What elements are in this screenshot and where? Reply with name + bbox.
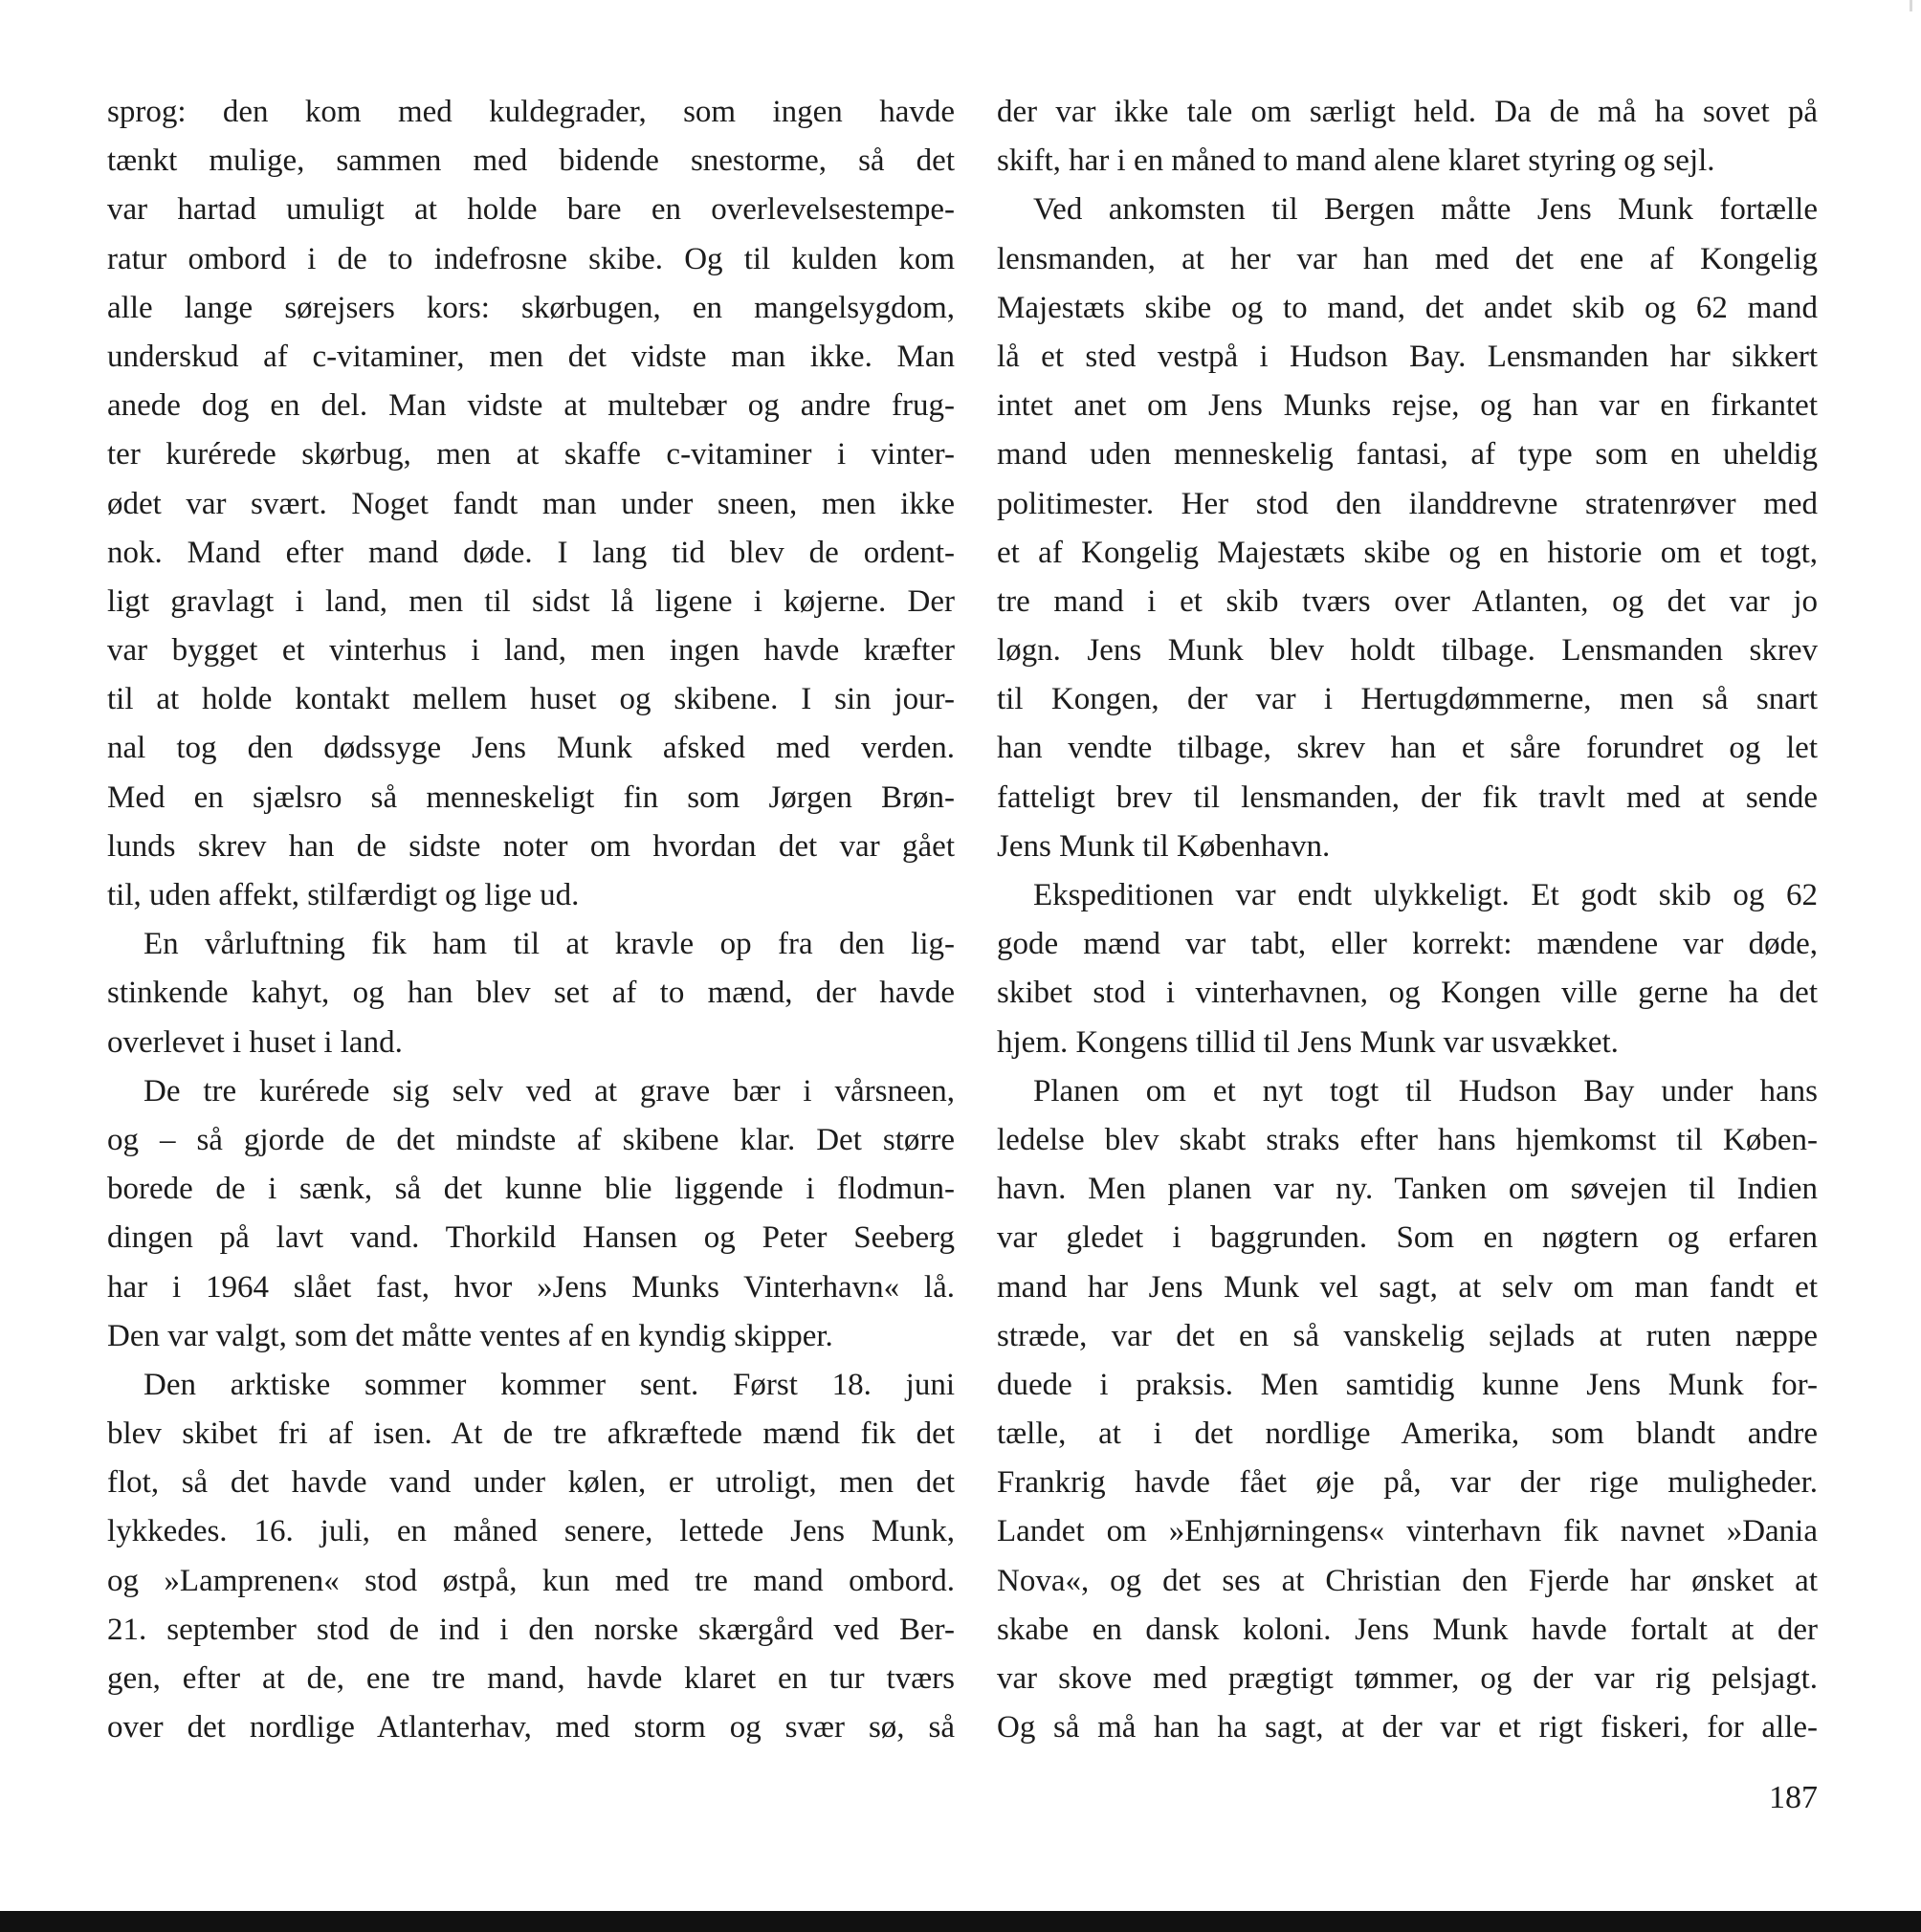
text-line: borede de i sænk, så det kunne blie liggende i flodmun- xyxy=(107,1172,955,1207)
text-line: intet anet om Jens Munks rejse, og han var en firkantet xyxy=(997,388,1818,424)
text-line: til Kongen, der var i Hertugdømmerne, men så snart xyxy=(997,682,1818,717)
text-line: flot, så det havde vand under kølen, er utroligt, men det xyxy=(107,1465,955,1501)
text-line: skibet stod i vinterhavnen, og Kongen ville gerne ha det xyxy=(997,976,1818,1011)
text-line: lensmanden, at her var han med det ene af Kongelig xyxy=(997,241,1818,276)
text-line: tre mand i et skib tværs over Atlanten, og det var jo xyxy=(997,583,1818,619)
text-line: Den var valgt, som det måtte ventes af en kyndig skipper. xyxy=(107,1318,833,1353)
text-line: ter kurérede skørbug, men at skaffe c-vitaminer i vinter- xyxy=(107,437,955,472)
text-line: hjem. Kongens tillid til Jens Munk var usvækket. xyxy=(997,1024,1619,1060)
text-line: ødet var svært. Noget fandt man under sneen, men ikke xyxy=(107,486,955,521)
text-line: til at holde kontakt mellem huset og skibene. I sin jour- xyxy=(107,682,955,717)
text-line: nok. Mand efter mand døde. I lang tid blev de ordent- xyxy=(107,535,955,570)
text-line: et af Kongelig Majestæts skibe og en historie om et togt, xyxy=(997,535,1818,570)
text-line: Landet om »Enhjørningens« vinterhavn fik navnet »Dania xyxy=(997,1514,1818,1549)
text-line: og »Lamprenen« stod østpå, kun med tre mand ombord. xyxy=(107,1563,955,1598)
text-line: til, uden affekt, stilfærdigt og lige ud. xyxy=(107,878,580,912)
text-line: stinkende kahyt, og han blev set af to mænd, der havde xyxy=(107,976,955,1011)
text-line: Planen om et nyt togt til Hudson Bay under hans xyxy=(1033,1073,1818,1109)
scan-bottom-edge xyxy=(0,1911,1921,1932)
text-line: underskud af c-vitaminer, men det vidste man ikke. Man xyxy=(107,339,955,374)
text-line: mand uden menneskelig fantasi, af type som en uheldig xyxy=(997,437,1818,472)
text-line: har i 1964 slået fast, hvor »Jens Munks Vinterhavn« lå. xyxy=(107,1269,955,1305)
text-line: tælle, at i det nordlige Amerika, som blandt andre xyxy=(997,1416,1818,1452)
text-line: politimester. Her stod den ilanddrevne stratenrøver med xyxy=(997,486,1818,521)
text-line: anede dog en del. Man vidste at multebær og andre frug- xyxy=(107,388,955,424)
text-line: Og så må han ha sagt, at der var et rigt fiskeri, for alle- xyxy=(997,1710,1818,1745)
text-line: nal tog den dødssyge Jens Munk afsked med verden. xyxy=(107,731,955,766)
text-line: var bygget et vinterhus i land, men ingen havde kræfter xyxy=(107,633,955,669)
text-line: over det nordlige Atlanterhav, med storm og svær sø, så xyxy=(107,1710,955,1745)
text-line: Jens Munk til København. xyxy=(997,828,1331,864)
text-line: skift, har i en måned to mand alene klaret styring og sejl. xyxy=(997,143,1715,179)
text-line: blev skibet fri af isen. At de tre afkræftede mænd fik det xyxy=(107,1416,955,1452)
text-line: var skove med prægtigt tømmer, og der var rig pelsjagt. xyxy=(997,1661,1818,1696)
text-line: og – så gjorde de det mindste af skibene klar. Det større xyxy=(107,1122,955,1157)
text-line: skabe en dansk koloni. Jens Munk havde fortalt at der xyxy=(997,1612,1818,1647)
text-line: Frankrig havde fået øje på, var der rige muligheder. xyxy=(997,1465,1818,1501)
text-line: En vårluftning fik ham til at kravle op fra den lig- xyxy=(144,927,955,962)
text-line: lunds skrev han de sidste noter om hvordan det var gået xyxy=(107,828,955,864)
text-line: lå et sted vestpå i Hudson Bay. Lensmanden har sikkert xyxy=(997,339,1818,374)
text-line: fatteligt brev til lensmanden, der fik travlt med at sende xyxy=(997,779,1818,815)
text-line: Ved ankomsten til Bergen måtte Jens Munk fortælle xyxy=(1033,192,1818,228)
text-line: der var ikke tale om særligt held. Da de må ha sovet på xyxy=(997,95,1818,129)
right-text-column xyxy=(997,88,1818,1752)
text-line: var gledet i baggrunden. Som en nøgtern og erfaren xyxy=(997,1220,1818,1256)
text-line: Nova«, og det ses at Christian den Fjerde har ønsket at xyxy=(997,1563,1818,1598)
page-number: 187 xyxy=(1769,1780,1818,1815)
text-line: tænkt mulige, sammen med bidende snestorme, så det xyxy=(107,143,955,179)
text-line: han vendte tilbage, skrev han et såre forundret og let xyxy=(997,731,1818,766)
text-line: duede i praksis. Men samtidig kunne Jens Munk for- xyxy=(997,1367,1818,1402)
text-line: gen, efter at de, ene tre mand, havde klaret en tur tværs xyxy=(107,1661,955,1696)
text-line: alle lange sørejsers kors: skørbugen, en mangelsygdom, xyxy=(107,290,955,325)
text-line: Med en sjælsro så menneskeligt fin som Jørgen Brøn- xyxy=(107,779,955,815)
left-text-column xyxy=(107,88,955,1752)
scan-edge-mark xyxy=(1910,0,1912,11)
text-line: lykkedes. 16. juli, en måned senere, lettede Jens Munk, xyxy=(107,1514,955,1549)
text-line: havn. Men planen var ny. Tanken om søvejen til Indien xyxy=(997,1172,1818,1207)
text-line: stræde, var det en så vanskelig sejlads at ruten næppe xyxy=(997,1318,1818,1353)
text-line: løgn. Jens Munk blev holdt tilbage. Lensmanden skrev xyxy=(997,633,1818,669)
text-line: De tre kurérede sig selv ved at grave bær i vårsneen, xyxy=(144,1073,955,1109)
text-line: mand har Jens Munk vel sagt, at selv om man fandt et xyxy=(997,1269,1818,1305)
text-line: Majestæts skibe og to mand, det andet skib og 62 mand xyxy=(997,290,1818,325)
text-line: overlevet i huset i land. xyxy=(107,1024,403,1060)
text-line: ratur ombord i de to indefrosne skibe. Og til kulden kom xyxy=(107,241,955,276)
text-line: sprog: den kom med kuldegrader, som ingen havde xyxy=(107,95,955,129)
text-line: dingen på lavt vand. Thorkild Hansen og Peter Seeberg xyxy=(107,1220,955,1256)
text-line: var hartad umuligt at holde bare en overlevelsestempe- xyxy=(107,192,955,228)
text-line: Den arktiske sommer kommer sent. Først 18. juni xyxy=(144,1367,955,1402)
text-line: gode mænd var tabt, eller korrekt: mændene var døde, xyxy=(997,927,1818,962)
text-line: 21. september stod de ind i den norske skærgård ved Ber- xyxy=(107,1612,955,1647)
text-line: Ekspeditionen var endt ulykkeligt. Et godt skib og 62 xyxy=(1033,878,1818,912)
text-line: ledelse blev skabt straks efter hans hjemkomst til Køben- xyxy=(997,1122,1818,1157)
text-line: ligt gravlagt i land, men til sidst lå ligene i køjerne. Der xyxy=(107,583,955,619)
